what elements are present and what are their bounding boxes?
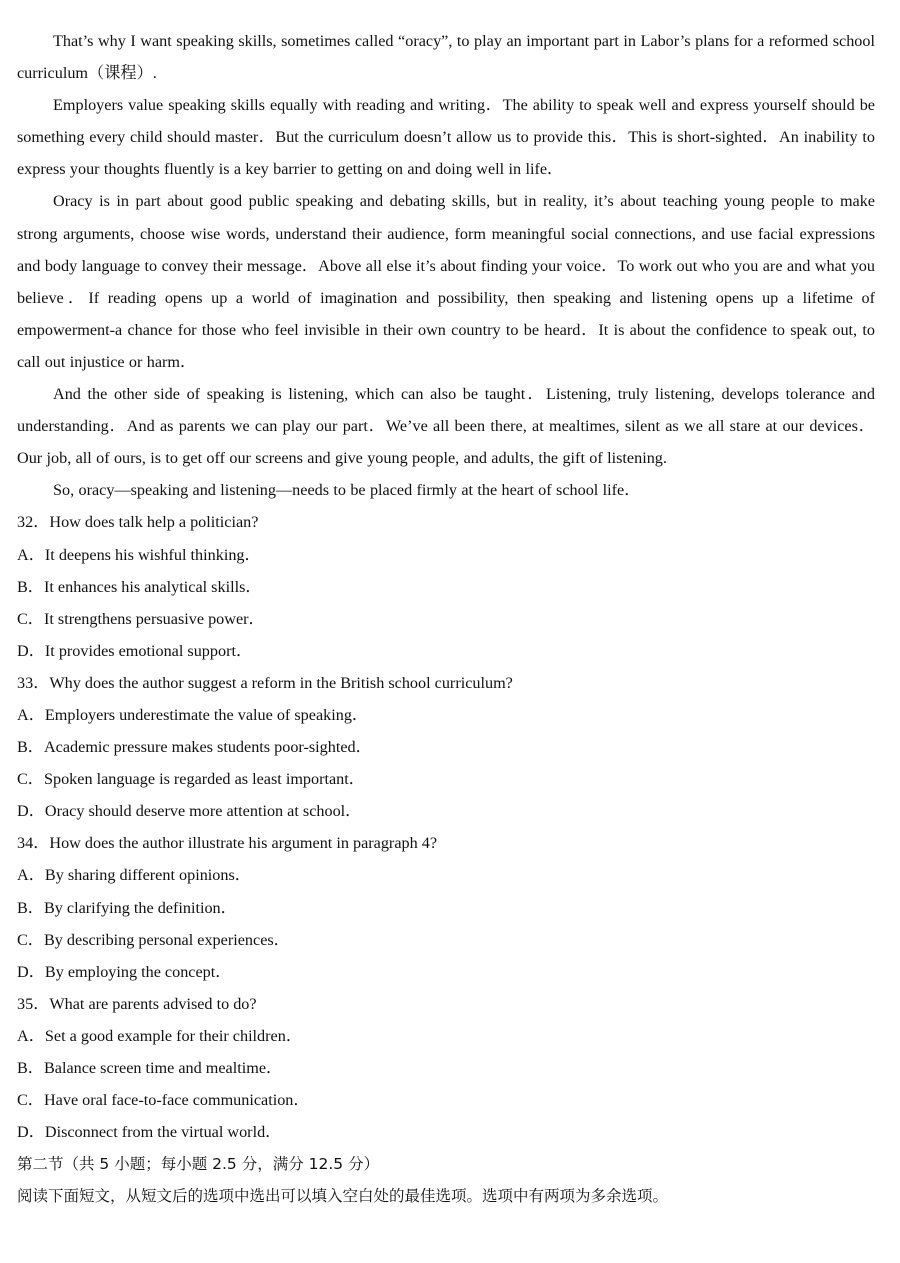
question-33 [17,667,875,827]
question-stem [17,506,875,538]
option-letter: D． [17,962,45,981]
option-text: By employing the concept． [44,962,232,981]
question-text: Why does the author suggest a reform in the British school curriculum? [49,673,513,692]
option-letter: D． [17,641,45,660]
section-heading: 第二节（共 5 小题；每小题 2.5 分，满分 12.5 分） [17,1155,380,1174]
answer-option [17,956,875,988]
answer-option [17,1052,875,1084]
option-text: By describing personal experiences． [43,930,290,949]
answer-option [17,635,875,667]
option-text: Balance screen time and mealtime． [43,1059,283,1077]
passage-paragraph: That’s why I want speaking skills, sometimes called “oracy”, to play an important part in Labor’s plans for a reformed school curriculum（课程）. [17,32,875,83]
option-letter: A． [17,705,45,724]
option-letter: A． [17,1026,45,1045]
passage-paragraph: And the other side of speaking is listening, which can also be taught．Listening, truly listening, develops tolerance and understanding．And as parents we can play our part．We’ve all been there, at mealtimes, silent as we all stare at our devices．Our job, all of ours, is to get off our screens and give young people, and adults, the gift of listening. [17,385,875,468]
question-stem [17,667,875,699]
option-letter: D． [17,802,45,821]
option-text: Oracy should deserve more attention at school． [44,802,362,821]
question-text: How does talk help a politician? [49,513,259,532]
answer-option [17,731,875,763]
question-text: What are parents advised to do? [49,994,257,1013]
option-text: By sharing different opinions． [44,866,251,885]
answer-option [17,892,875,924]
option-letter: A． [17,545,45,564]
answer-option [17,1020,875,1052]
option-text: It strengthens persuasive power． [43,609,265,628]
option-letter: B． [17,738,44,757]
answer-option [17,763,875,795]
option-text: It enhances his analytical skills． [43,577,262,596]
answer-option [17,795,875,827]
option-letter: C． [17,930,44,949]
answer-option [17,1084,875,1116]
question-34 [17,827,875,987]
reading-passage [17,25,875,506]
option-text: Academic pressure makes students poor-sighted． [43,738,372,757]
option-letter: C． [17,770,44,789]
answer-option [17,539,875,571]
passage-paragraph: So, oracy—speaking and listening—needs to be placed firmly at the heart of school life． [53,481,641,500]
question-stem [17,988,875,1020]
option-letter: D． [17,1123,45,1142]
question-number: 35． [17,994,50,1013]
option-text: Set a good example for their children． [44,1026,303,1045]
answer-option [17,924,875,956]
question-text: How does the author illustrate his argument in paragraph 4? [49,834,438,853]
option-text: By clarifying the definition． [43,898,237,917]
question-32 [17,506,875,666]
option-text: Spoken language is regarded as least important． [43,770,365,789]
option-text: Have oral face-to-face communication． [43,1091,310,1110]
passage-paragraph: Employers value speaking skills equally with reading and writing．The ability to speak well and express yourself should be something every child should master．But the curriculum doesn’t allow us to provide this．This is short-sighted．An inability to express your thoughts fluently is a key barrier to getting on and doing well in life． [17,96,875,179]
option-letter: A． [17,866,45,885]
option-text: It deepens his wishful thinking． [44,545,261,564]
exam-page [17,25,875,1212]
passage-paragraph: Oracy is in part about good public speaking and debating skills, but in reality, it’s about teaching young people to make strong arguments, choose wise words, understand their audience, form meaningful social connections, and use facial expressions and body language to convey their message．Above all else it’s about finding your voice．To work out who you are and what you believe．If reading opens up a world of imagination and possibility, then speaking and listening opens up a lifetime of empowerment-a chance for those who feel invisible in their own country to be heard．It is about the confidence to speak out, to call out injustice or harm． [17,192,875,371]
answer-option [17,571,875,603]
option-text: Disconnect from the virtual world． [44,1123,282,1142]
question-number: 34． [17,834,50,853]
answer-option [17,1116,875,1148]
answer-option [17,699,875,731]
question-number: 32． [17,513,50,532]
option-text: It provides emotional support． [44,641,253,660]
question-35 [17,988,875,1148]
option-letter: B． [17,1059,44,1077]
option-text: Employers underestimate the value of speaking． [44,705,369,724]
option-letter: C． [17,609,44,628]
question-stem [17,827,875,859]
option-letter: B． [17,577,44,596]
option-letter: B． [17,898,44,917]
answer-option [17,603,875,635]
option-letter: C． [17,1091,44,1110]
question-number: 33． [17,673,50,692]
answer-option [17,859,875,891]
section-instruction: 阅读下面短文，从短文后的选项中选出可以填入空白处的最佳选项。选项中有两项为多余选项。 [17,1187,669,1206]
